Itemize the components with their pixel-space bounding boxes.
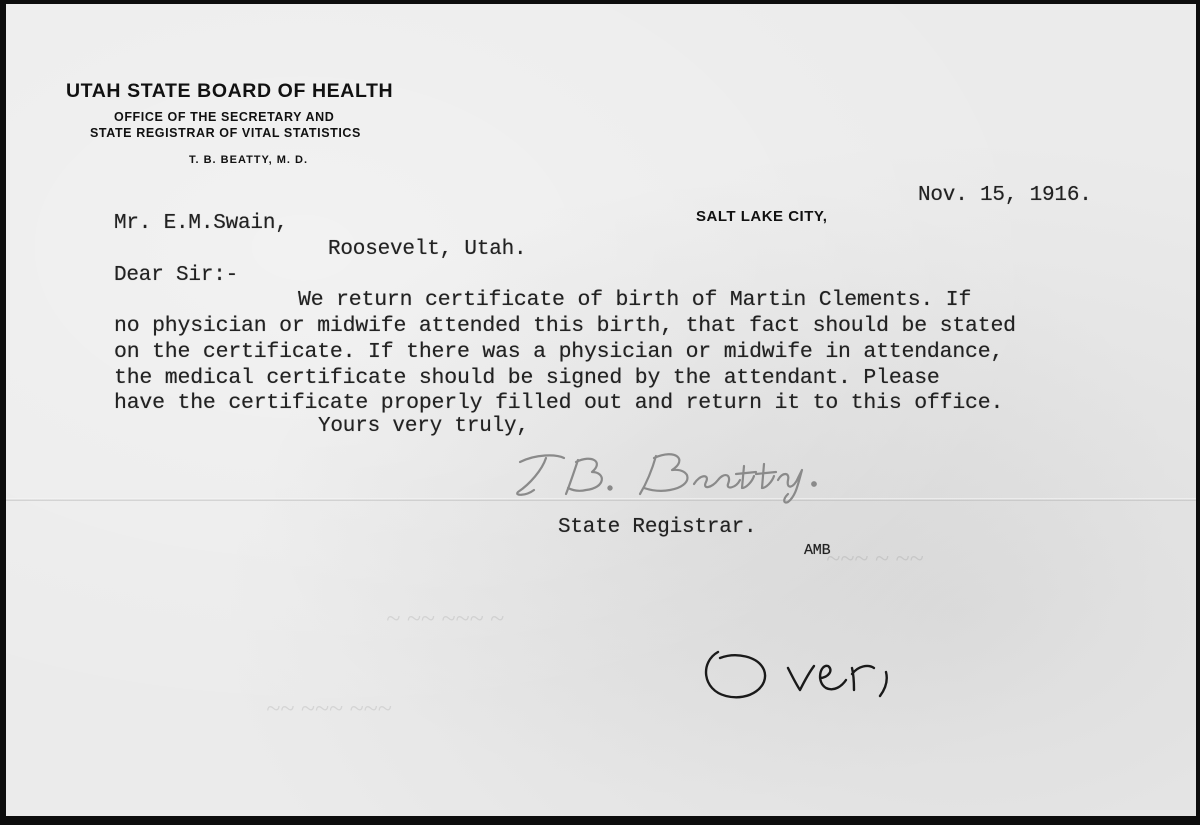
letter-date: Nov. 15, 1916. — [918, 184, 1092, 207]
body-line: no physician or midwife attended this birth, that fact should be stated — [114, 314, 1016, 338]
letterhead-office-line-2: STATE REGISTRAR OF VITAL STATISTICS — [90, 126, 361, 140]
letterhead-official: T. B. BEATTY, M. D. — [189, 154, 309, 166]
typist-initials: AMB — [804, 542, 831, 559]
handwritten-over-note — [696, 632, 916, 712]
recipient-town: Roosevelt, Utah. — [328, 238, 527, 261]
bleed-through-marks: ~~~ ~ ~~ — [826, 544, 924, 573]
body-line: have the certificate properly filled out and return it to this office. — [114, 391, 1004, 415]
letterhead-city: SALT LAKE CITY, — [696, 208, 828, 225]
closing: Yours very truly, — [318, 415, 529, 438]
body-line: We return certificate of birth of Martin Clements. If — [298, 288, 972, 312]
bleed-through-marks: ~ ~~ ~~~ ~ — [386, 604, 504, 633]
letter-page — [6, 4, 1196, 816]
body-line: on the certificate. If there was a physician or midwife in attendance, — [114, 340, 1004, 364]
salutation: Dear Sir:- — [114, 264, 239, 287]
letterhead-title: UTAH STATE BOARD OF HEALTH — [66, 80, 394, 102]
bleed-through-marks: ~~ ~~~ ~~~ — [266, 694, 392, 723]
handwritten-signature — [506, 444, 846, 504]
letterhead-office-line-1: OFFICE OF THE SECRETARY AND — [114, 110, 335, 124]
signer-title: State Registrar. — [558, 516, 757, 539]
body-line: the medical certificate should be signed by the attendant. Please — [114, 366, 940, 390]
recipient-name: Mr. E.M.Swain, — [114, 212, 288, 235]
